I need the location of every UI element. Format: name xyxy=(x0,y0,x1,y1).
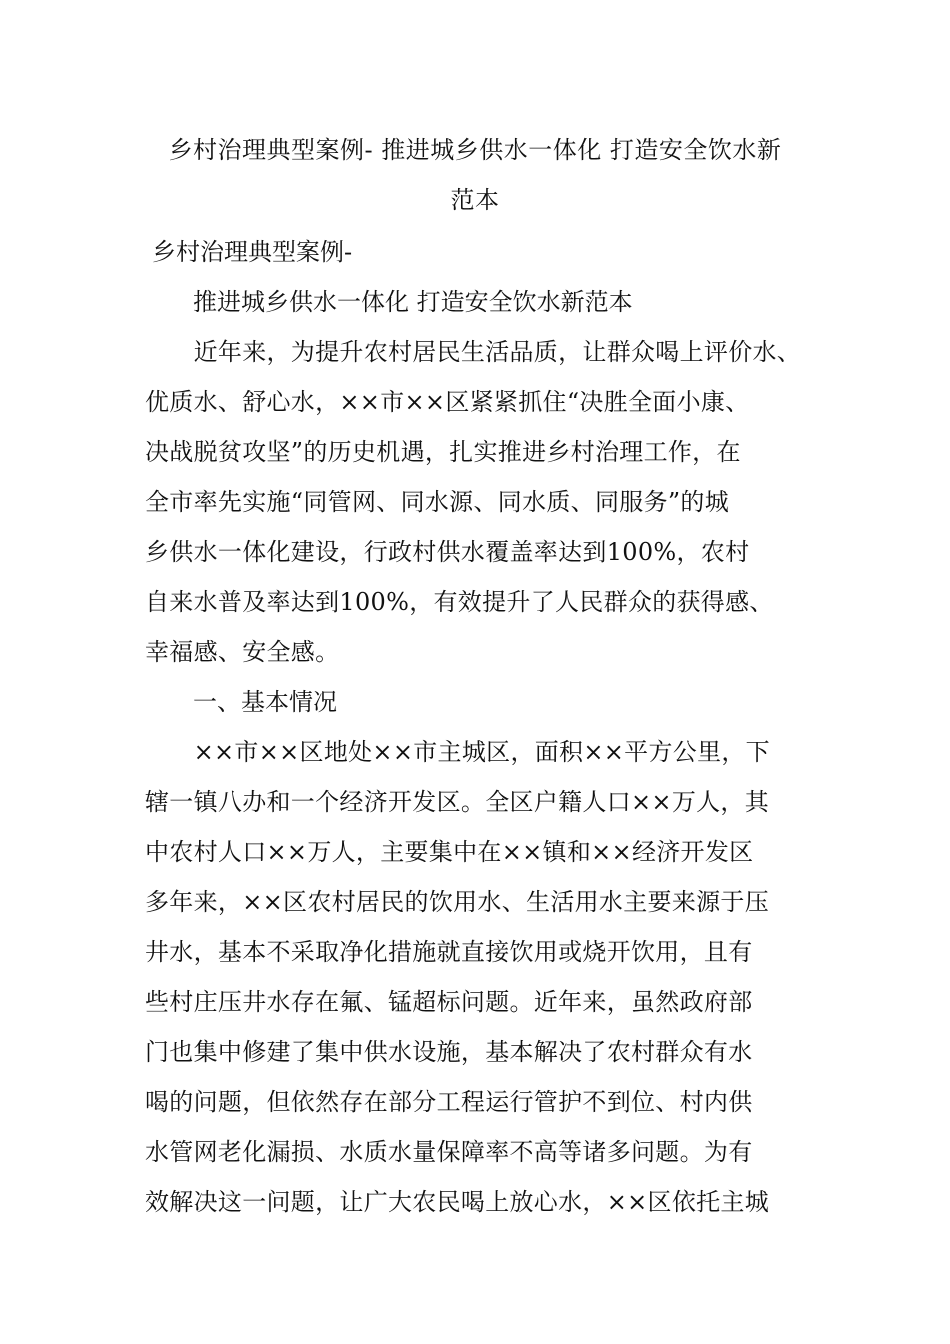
paragraph-line: 门也集中修建了集中供水设施，基本解决了农村群众有水 xyxy=(145,1038,753,1066)
title-line-1: 乡村治理典型案例- 推进城乡供水一体化 打造安全饮水新 xyxy=(168,136,782,164)
paragraph-line: 近年来，为提升农村居民生活品质，让群众喝上评价水、 xyxy=(145,338,802,366)
paragraph-line: 幸福感、安全感。 xyxy=(145,638,340,666)
paragraph-line: ××市××区地处××市主城区，面积××平方公里，下 xyxy=(145,738,770,766)
paragraph-line: 效解决这一问题，让广大农民喝上放心水，××区依托主城 xyxy=(145,1188,770,1216)
paragraph-line: 自来水普及率达到100%，有效提升了人民群众的获得感、 xyxy=(145,588,774,616)
title-line-2: 范本 xyxy=(450,186,500,214)
paragraph-line: 乡供水一体化建设，行政村供水覆盖率达到100%，农村 xyxy=(145,538,750,566)
paragraph-line: 优质水、舒心水，××市××区紧紧抓住“决胜全面小康、 xyxy=(145,388,750,416)
paragraph-line: 喝的问题，但依然存在部分工程运行管护不到位、村内供 xyxy=(145,1088,753,1116)
paragraph-line: 辖一镇八办和一个经济开发区。全区户籍人口××万人，其 xyxy=(145,788,770,816)
paragraph-line: 些村庄压井水存在氟、锰超标问题。近年来，虽然政府部 xyxy=(145,988,753,1016)
paragraph-line: 全市率先实施“同管网、同水源、同水质、同服务”的城 xyxy=(145,488,730,516)
document-title xyxy=(145,125,805,225)
paragraph-line: 井水，基本不采取净化措施就直接饮用或烧开饮用，且有 xyxy=(145,938,753,966)
paragraph-basic-situation xyxy=(145,727,825,1227)
paragraph-line: 多年来，××区农村居民的饮用水、生活用水主要来源于压 xyxy=(145,888,770,916)
paragraph-line: 水管网老化漏损、水质水量保障率不高等诸多问题。为有 xyxy=(145,1138,753,1166)
paragraph-line: 中农村人口××万人，主要集中在××镇和××经济开发区 xyxy=(145,838,754,866)
paragraph-line: 决战脱贫攻坚”的历史机遇，扎实推进乡村治理工作，在 xyxy=(145,438,741,466)
paragraph-intro xyxy=(145,327,825,677)
subtitle-line-2: 推进城乡供水一体化 打造安全饮水新范本 xyxy=(193,288,633,316)
section-heading-basic-situation: 一、基本情况 xyxy=(193,688,337,716)
subtitle-line-1: 乡村治理典型案例- xyxy=(152,238,353,266)
